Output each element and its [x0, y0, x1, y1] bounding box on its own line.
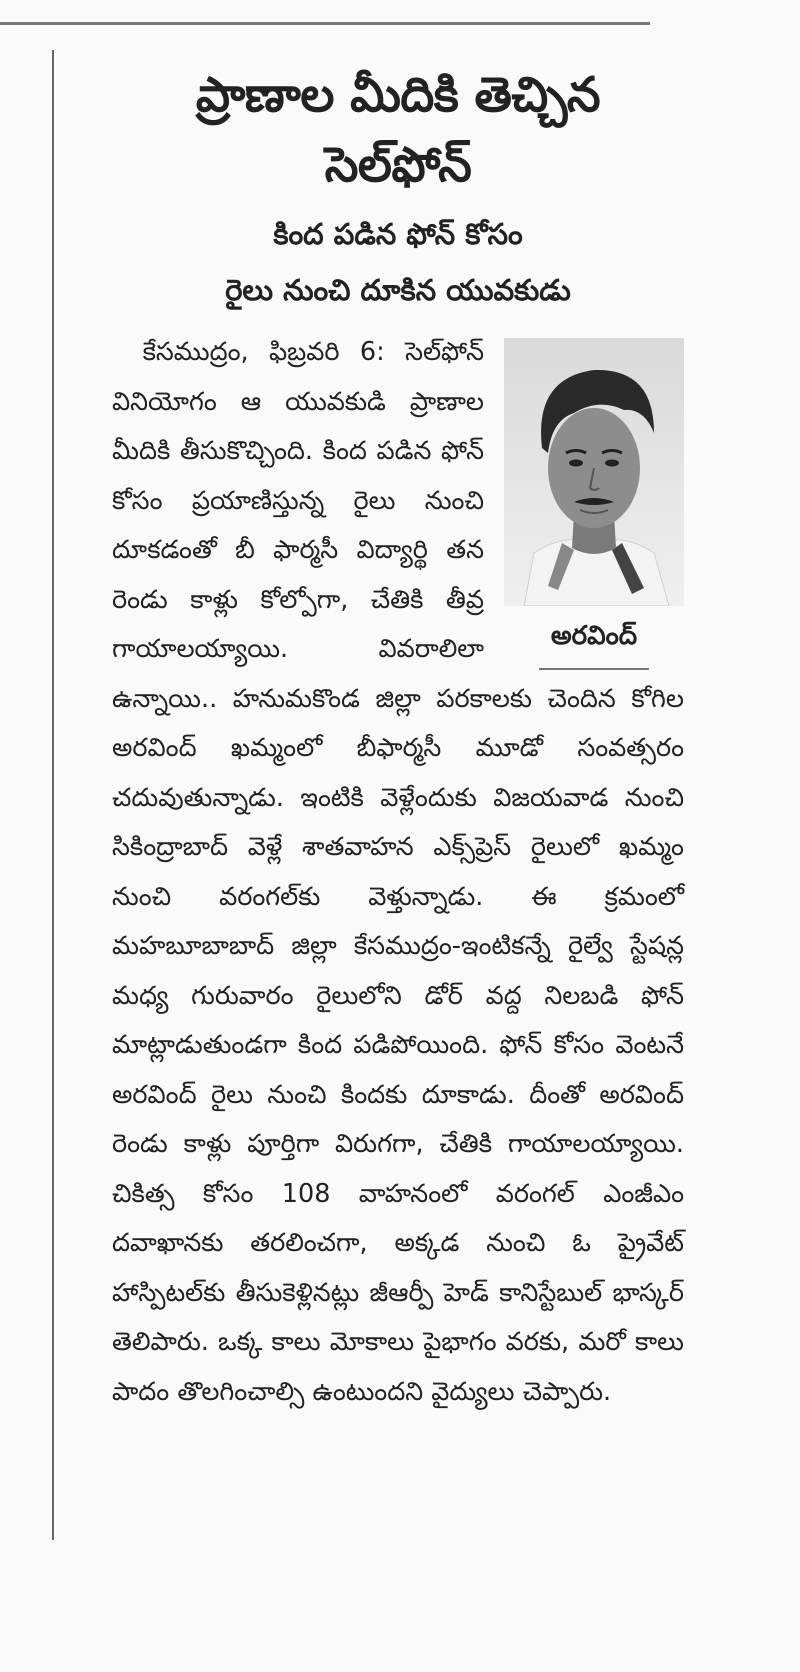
caption-rule: [539, 668, 649, 670]
headline-line-1: ప్రాణాల మీదికి తెచ్చిన: [195, 67, 601, 123]
photo-caption: అరవింద్: [550, 621, 638, 651]
headline-line-2: సెల్‌ఫోన్: [324, 137, 472, 193]
portrait-photo: [504, 338, 684, 606]
subhead-line-1: కింద పడిన ఫోన్ కోసం: [273, 217, 523, 251]
article-body: కేసముద్రం, ఫిబ్రవరి 6: సెల్‌ఫోన్ వినియోగం ఆ యువకుడి ప్రాణాల మీదికి తీసుకొచ్చింది. కింద పడిన ఫోన్ కోసం ప్రయాణిస్తున్న రైలు నుంచి దూకడంతో బీ ఫార్మసీ విద్యార్థి తన రెండు కాళ్లు కోల్పోగా, చేతికి తీవ్ర గాయాలయ్యాయి. వివరాలిలా ఉన్నాయి.. హనుమకొండ జిల్లా పరకాలకు చెందిన కోగిల అరవింద్ ఖమ్మంలో బీఫార్మసీ మూడో సంవత్సరం చదువుతున్నాడు. ఇంటికి వెళ్లేందుకు విజయవాడ నుంచి సికింద్రాబాద్ వెళ్లే శాతవాహన ఎక్స్‌ప్రెస్ రైలులో ఖమ్మం నుంచి వరంగల్‌కు వెళ్తున్నాడు. ఈ క్రమంలో మహబూబాబాద్ జిల్లా కేసముద్రం-ఇంటికన్నే రైల్వే స్టేషన్ల మధ్య గురువారం రైలులోని డోర్ వద్ద నిలబడి ఫోన్ మాట్లాడుతుండగా కింద పడిపోయింది. ఫోన్ కోసం వెంటనే అరవింద్ రైలు నుంచి కిందకు దూకాడు. దీంతో అరవింద్ రెండు కాళ్లు పూర్తిగా విరుగగా, చేతికి గాయాలయ్యాయి. చికిత్స కోసం 108 వాహనంలో వరంగల్ ఎంజీఎం దవాఖానకు తరలించగా, అక్కడ నుంచి ఓ ప్రైవేట్ హాస్పిటల్‌కు తీసుకెళ్లినట్లు జీఆర్పీ హెడ్ కానిస్టేబుల్ భాస్కర్ తెలిపారు. ఒక్క కాలు మోకాలు పైభాగం వరకు, మరో కాలు పాదం తొలగించాల్సి ఉంటుందని వైద్యులు చెప్పారు.: [112, 337, 684, 1407]
top-rule: [0, 22, 650, 25]
news-article: [112, 60, 684, 1417]
column-rule: [52, 50, 54, 1540]
article-body-wrap: [112, 328, 684, 1417]
headline: [112, 60, 684, 200]
subheadline: [112, 206, 684, 318]
subhead-line-2: రైలు నుంచి దూకిన యువకుడు: [225, 273, 571, 307]
photo-box: [504, 338, 684, 670]
